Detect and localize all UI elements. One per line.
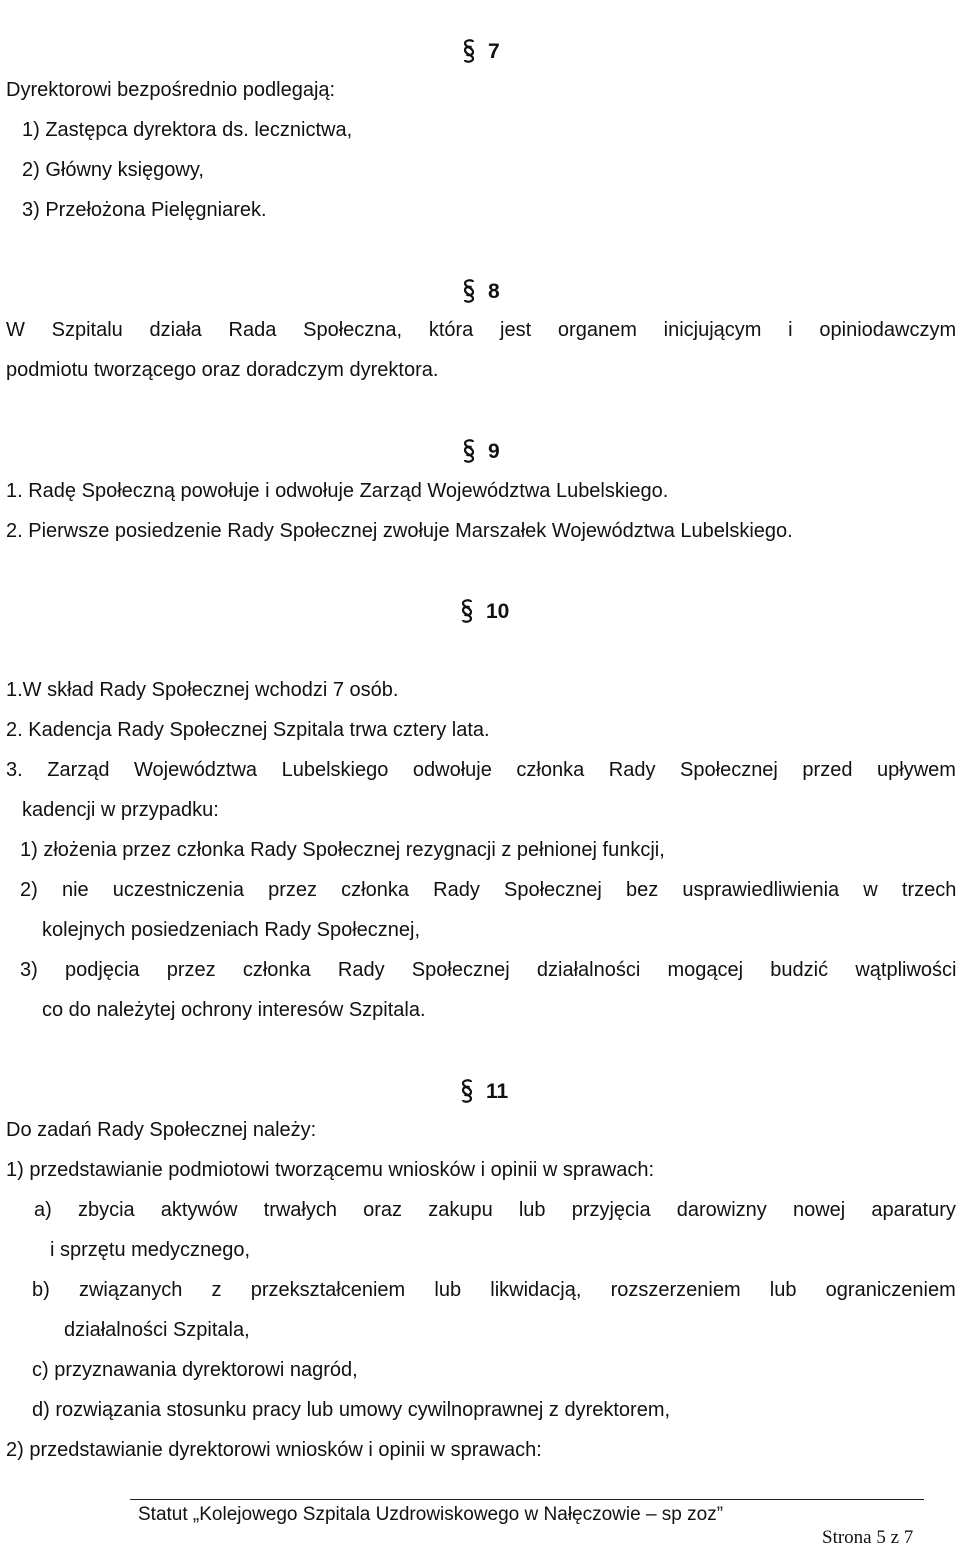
- footer-divider: [130, 1499, 924, 1500]
- sub-list-item: 1) złożenia przez członka Rady Społecznej rezygnacji z pełnionej funkcji,: [20, 839, 665, 861]
- section-sign-icon: [462, 438, 476, 470]
- footer-title: Statut „Kolejowego Szpitala Uzdrowiskowego w Nałęczowie – sp zoz”: [138, 1504, 724, 1525]
- sub-list-item: i sprzętu medycznego,: [50, 1239, 251, 1261]
- page-number: Strona 5 z 7: [822, 1527, 914, 1548]
- section-sign-icon: [462, 38, 476, 70]
- sub-list-item: 2) nie uczestniczenia przez członka Rady Społecznej bez usprawiedliwienia w trzech: [20, 879, 957, 901]
- section-sign-icon: [460, 1078, 474, 1110]
- list-item: 3. Zarząd Województwa Lubelskiego odwołuje członka Rady Społecznej przed upływem: [6, 759, 956, 781]
- list-item: 2) przedstawianie dyrektorowi wniosków i opinii w sprawach:: [6, 1439, 542, 1461]
- section-heading-9: 9: [462, 438, 500, 470]
- sub-list-item: c) przyznawania dyrektorowi nagród,: [32, 1359, 358, 1381]
- section-heading-7: 7: [462, 38, 500, 70]
- section-heading-10: 10: [460, 598, 509, 630]
- section-sign-icon: [460, 598, 474, 630]
- list-item: 2. Pierwsze posiedzenie Rady Społecznej zwołuje Marszałek Województwa Lubelskiego.: [6, 520, 793, 542]
- paragraph: podmiotu tworzącego oraz doradczym dyrektora.: [6, 359, 439, 381]
- list-item: 1) Zastępca dyrektora ds. lecznictwa,: [22, 119, 353, 141]
- section-sign-icon: [462, 278, 476, 310]
- paragraph-intro: Dyrektorowi bezpośrednio podlegają:: [6, 79, 336, 101]
- list-item: 2. Kadencja Rady Społecznej Szpitala trwa cztery lata.: [6, 719, 490, 741]
- section-heading-11: 11: [460, 1078, 508, 1110]
- sub-list-item: co do należytej ochrony interesów Szpitala.: [42, 999, 426, 1021]
- list-item: 1) przedstawianie podmiotowi tworzącemu wniosków i opinii w sprawach:: [6, 1159, 655, 1181]
- sub-list-item: 3) podjęcia przez członka Rady Społecznej działalności mogącej budzić wątpliwości: [20, 959, 957, 981]
- list-item: 1.W skład Rady Społecznej wchodzi 7 osób.: [6, 679, 399, 701]
- sub-list-item: kolejnych posiedzeniach Rady Społecznej,: [42, 919, 421, 941]
- sub-list-item: a) zbycia aktywów trwałych oraz zakupu lub przyjęcia darowizny nowej aparatury: [34, 1199, 956, 1221]
- sub-list-item: działalności Szpitala,: [64, 1319, 250, 1341]
- list-item: 3) Przełożona Pielęgniarek.: [22, 199, 267, 221]
- section-heading-8: 8: [462, 278, 500, 310]
- paragraph-intro: Do zadań Rady Społecznej należy:: [6, 1119, 317, 1141]
- paragraph: W Szpitalu działa Rada Społeczna, która jest organem inicjującym i opiniodawczym: [6, 319, 957, 341]
- list-item: kadencji w przypadku:: [22, 799, 219, 821]
- list-item: 2) Główny księgowy,: [22, 159, 204, 181]
- list-item: 1. Radę Społeczną powołuje i odwołuje Zarząd Województwa Lubelskiego.: [6, 480, 669, 502]
- sub-list-item: d) rozwiązania stosunku pracy lub umowy cywilnoprawnej z dyrektorem,: [32, 1399, 671, 1421]
- sub-list-item: b) związanych z przekształceniem lub likwidacją, rozszerzeniem lub ograniczeniem: [32, 1279, 956, 1301]
